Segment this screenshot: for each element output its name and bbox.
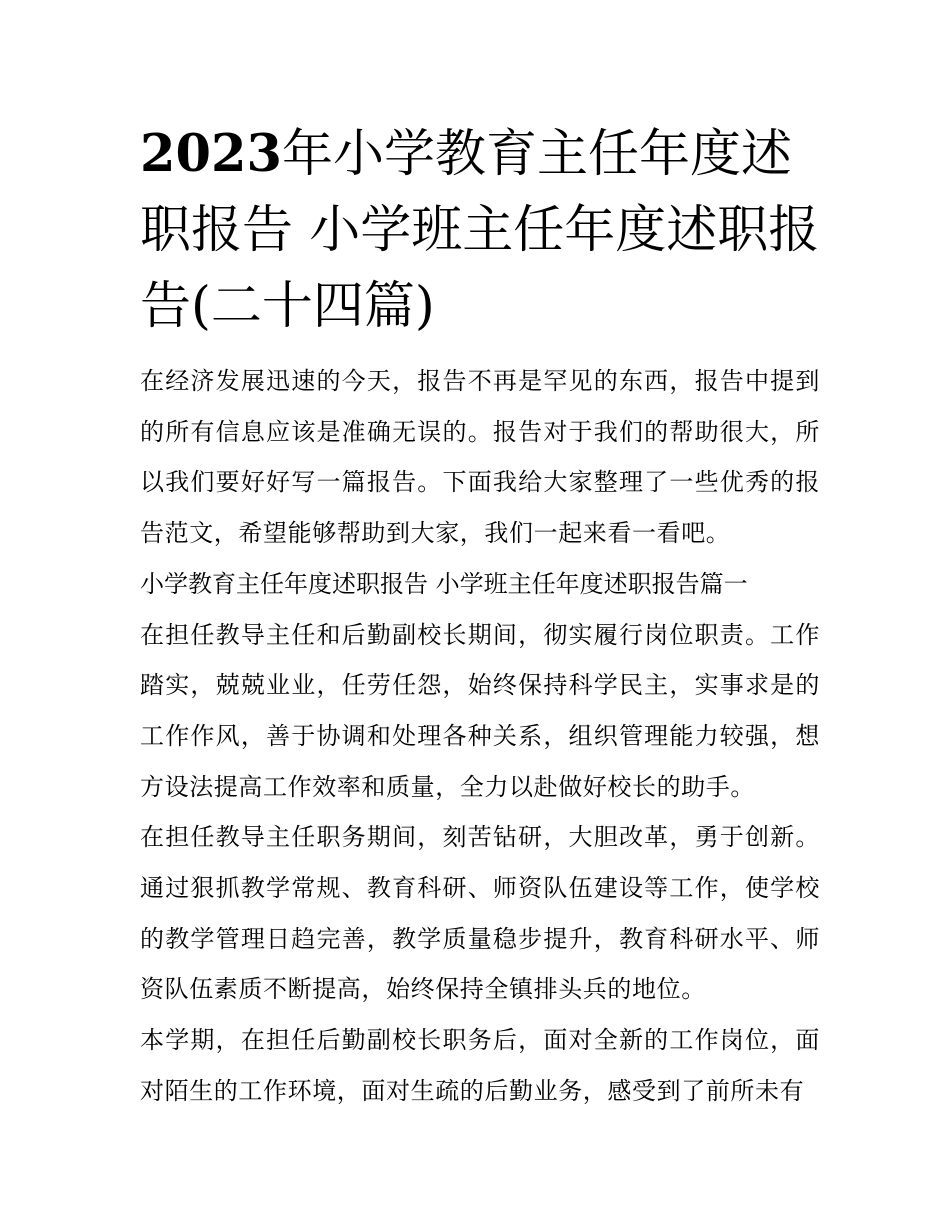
title-year: 2023 [140,124,282,184]
body-paragraph: 本学期，在担任后勤副校长职务后，面对全新的工作岗位，面对陌生的工作环境，面对生疏的后勤业务，感受到了前所未有 [140,1026,820,1105]
body-paragraph: 在担任教导主任和后勤副校长期间，彻实履行岗位职责。工作踏实，兢兢业业，任劳任怨，始终保持科学民主，实事求是的工作作风，善于协调和处理各种关系，组织管理能力较强，想方设法提高工作效率和质量，全力以赴做好校长的助手。 [140,620,820,801]
body-paragraph: 在担任教导主任职务期间，刻苦钻研，大胆改革，勇于创新。通过狠抓教学常规、教育科研、师资队伍建设等工作，使学校的教学管理日趋完善，教学质量稳步提升，教育科研水平、师资队伍素质不断提高，始终保持全镇排头兵的地位。 [140,823,820,1004]
intro-paragraph: 在经济发展迅速的今天，报告不再是罕见的东西，报告中提到的所有信息应该是准确无误的。报告对于我们的帮助很大，所以我们要好好写一篇报告。下面我给大家整理了一些优秀的报告范文，希望能够帮助到大家，我们一起来看一看吧。 [140,367,820,548]
title-text: 年小学教育主任年度述职报告 小学班主任年度述职报告(二十四篇) [140,125,820,336]
document-title [140,116,820,345]
document-body [140,356,820,1117]
section-heading: 小学教育主任年度述职报告 小学班主任年度述职报告篇一 [140,569,748,598]
